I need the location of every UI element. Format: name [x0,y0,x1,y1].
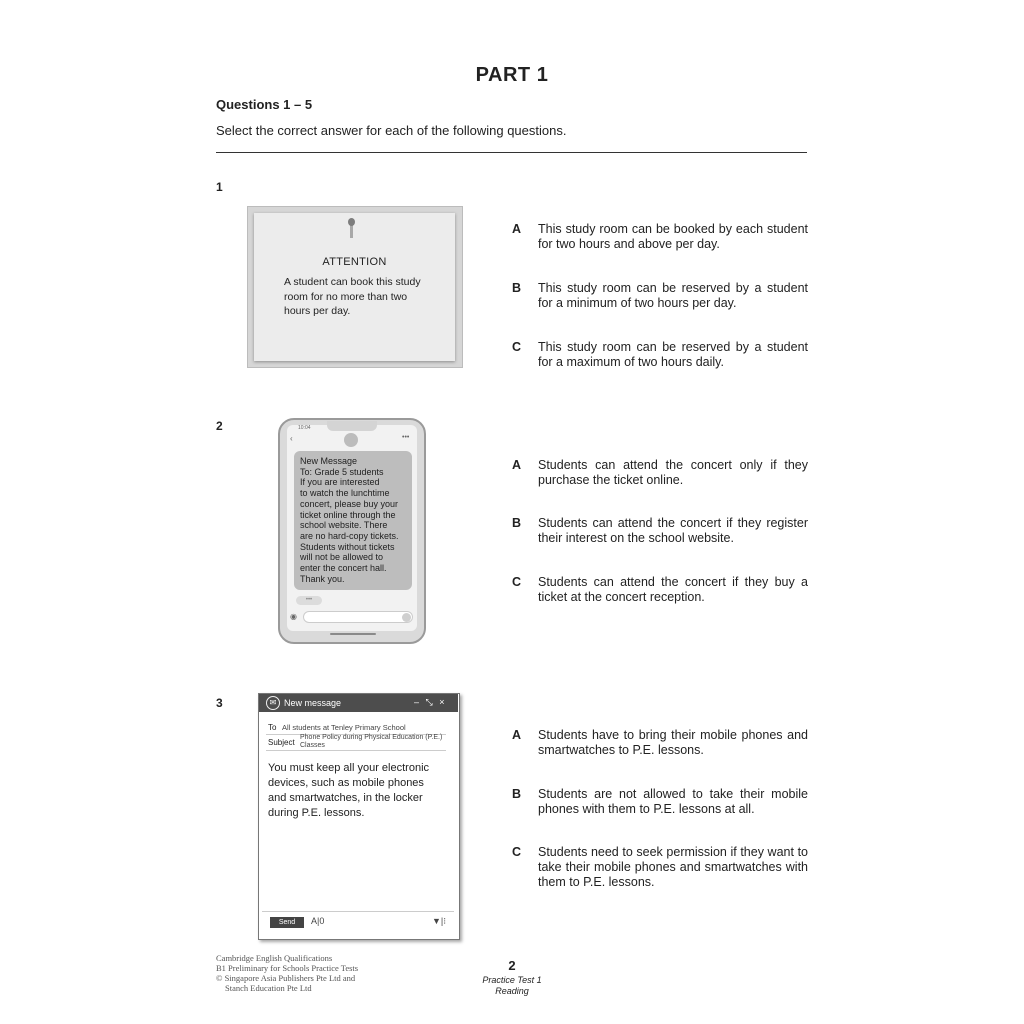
chevron-left-icon[interactable]: ‹ [290,434,293,443]
question-number: 1 [216,180,223,194]
option-text: This study room can be reserved by a student for a minimum of two hours per day. [538,281,808,310]
option-text: This study room can be reserved by a student for a maximum of two hours daily. [538,340,808,369]
option-letter: A [512,222,522,236]
email-body[interactable]: You must keep all your electronic devices, such as mobile phones and smartwatches, in the locker during P.E. lessons. [268,762,430,819]
page-title: PART 1 [475,64,549,86]
instruction-text: Select the correct answer for each of the following questions. [216,123,567,138]
message-line: are no hard-copy tickets. [300,530,399,541]
answer-option[interactable] [512,728,808,758]
message-line: To: Grade 5 students [300,466,384,477]
option-letter: B [512,281,522,295]
answer-option[interactable] [512,845,808,890]
window-controls[interactable]: – ⤡ × [414,697,447,707]
email-window-title: New message [284,698,342,708]
option-letter: C [512,845,522,859]
option-letter: A [512,728,522,742]
message-text [300,456,410,584]
option-letter: B [512,787,522,801]
message-line: Thank you. [300,573,345,584]
answer-option[interactable] [512,458,808,488]
status-time: 10:04 [298,425,311,431]
test-info [0,975,1024,997]
message-line: school website. There [300,520,388,531]
divider [216,152,807,153]
more-options-icon[interactable]: ▼|⁝ [432,916,447,926]
answer-option[interactable] [512,787,808,817]
answer-option[interactable] [512,340,808,370]
ellipsis-icon[interactable]: ••• [402,434,410,441]
message-line: If you are interested [300,477,380,488]
person-icon [344,433,358,447]
typing-indicator: ••• [296,596,322,605]
option-letter: C [512,575,522,589]
subject-label: Subject [268,738,295,747]
message-line: enter the concert hall. [300,563,387,574]
option-text: This study room can be booked by each student for two hours and above per day. [538,222,808,251]
option-text: Students can attend the concert if they buy a ticket at the concert reception. [538,575,808,604]
divider [266,750,446,751]
home-indicator [330,633,376,635]
message-input[interactable] [303,611,413,623]
publisher-line: B1 Preliminary for Schools Practice Tests [216,963,359,973]
send-button[interactable]: Send [270,917,304,928]
message-line: ticket online through the [300,509,396,520]
option-letter: C [512,340,522,354]
question-number: 2 [216,419,223,433]
message-line: concert, please buy your [300,498,399,509]
question-number: 3 [216,696,223,710]
publisher-line: © Singapore Asia Publishers Pte Ltd and [216,973,356,983]
section-name: Reading [495,986,529,996]
notice-body: A student can book this study room for no more than two hours per day. [284,276,421,317]
message-line: will not be allowed to [300,552,384,563]
answer-option[interactable] [512,516,808,546]
pin-icon [350,224,353,238]
phone-notch [327,421,377,431]
answer-option[interactable] [512,222,808,252]
pin-head-icon [348,218,355,226]
option-letter: B [512,516,522,530]
option-letter: A [512,458,522,472]
publisher-line: Stanch Education Pte Ltd [225,983,312,993]
option-text: Students can attend the concert only if they purchase the ticket online. [538,458,808,487]
answer-option[interactable] [512,575,808,605]
divider [262,911,454,912]
envelope-icon: ✉ [266,696,280,710]
to-label: To [268,723,277,732]
option-text: Students are not allowed to take their mobile phones with them to P.E. lessons at all. [538,787,808,816]
format-icons[interactable]: A|0 [311,916,325,926]
answer-option[interactable] [512,281,808,311]
message-line: Students without tickets [300,541,395,552]
message-line: New Message [300,456,358,466]
page-number: 2 [508,958,516,973]
notice-title: ATTENTION [322,256,387,268]
subject-field[interactable]: Phone Policy during Physical Education (P.E.) Classes [300,734,443,749]
option-text: Students need to seek permission if they want to take their mobile phones and smartwatches with them to P.E. lessons. [538,845,808,889]
option-text: Students have to bring their mobile phones and smartwatches to P.E. lessons. [538,728,808,757]
option-text: Students can attend the concert if they register their interest on the school website. [538,516,808,545]
questions-heading: Questions 1 – 5 [216,97,313,112]
publisher-line: Cambridge English Qualifications [216,953,333,963]
test-name: Practice Test 1 [482,975,542,985]
camera-icon[interactable]: ◉ [290,612,297,621]
message-line: to watch the lunchtime [300,488,390,499]
to-field[interactable]: All students at Tenley Primary School [282,723,406,732]
send-icon[interactable] [402,613,411,622]
